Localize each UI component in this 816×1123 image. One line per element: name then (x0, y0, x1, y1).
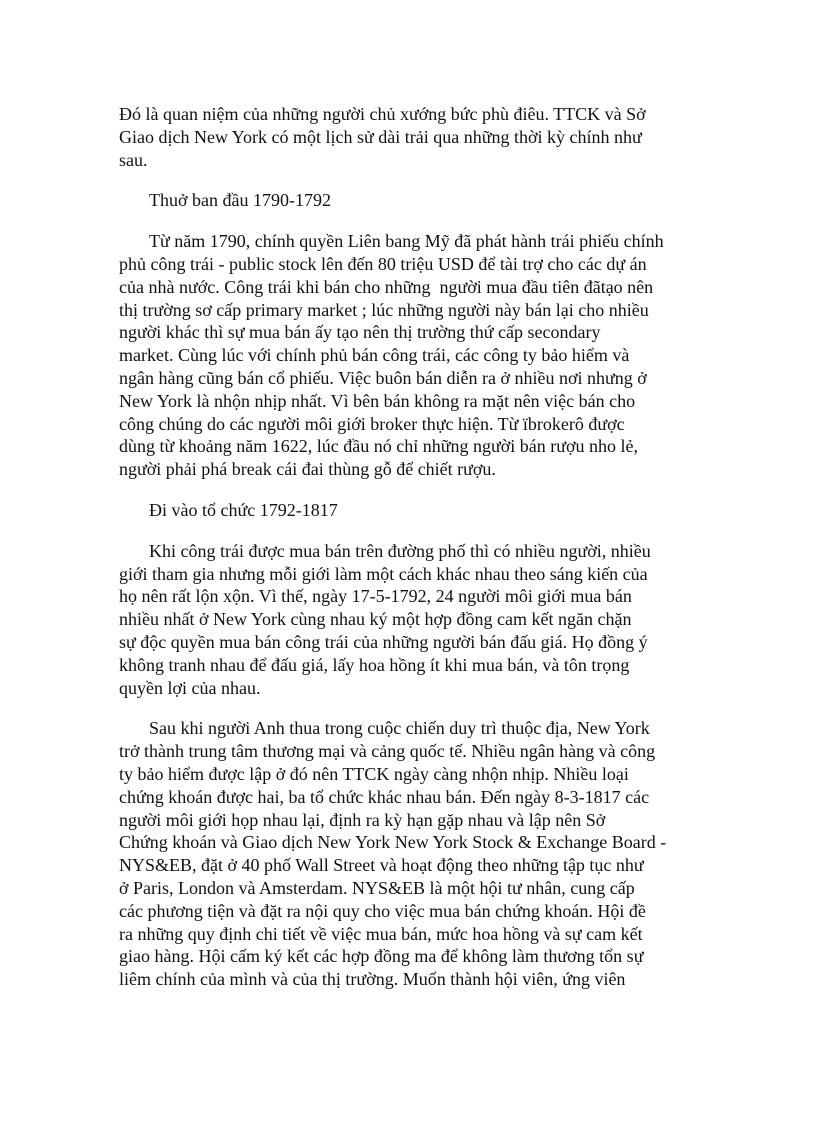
paragraph-2 (119, 540, 699, 700)
section-heading-2 (119, 499, 699, 522)
section-heading-1 (119, 189, 699, 212)
paragraph-3 (119, 717, 699, 991)
text-line: các phương tiện và đặt ra nội quy cho việc mua bán chứng khoán. Hội đề (119, 900, 646, 921)
text-line: của nhà nước. Công trái khi bán cho những người mua đầu tiên đãtạo nên (119, 276, 654, 297)
text-line: Giao dịch New York có một lịch sử dài trải qua những thời kỳ chính như (119, 126, 642, 147)
text-line: ngân hàng cũng bán cổ phiếu. Việc buôn bán diễn ra ở nhiều nơi nhưng ở (119, 367, 647, 388)
text-line: New York là nhộn nhịp nhất. Vì bên bán không ra mặt nên việc bán cho (119, 390, 636, 411)
text-line: ra những quy định chi tiết về việc mua bán, mức hoa hồng và sự cam kết (119, 923, 643, 944)
text-line: sau. (119, 149, 148, 170)
text-line: người phải phá break cái đai thùng gỗ để chiết rượu. (119, 459, 496, 480)
text-line: dùng từ khoảng năm 1622, lúc đầu nó chỉ những người bán rượu nho lẻ, (119, 436, 638, 457)
text-line: sự độc quyền mua bán công trái của những người bán đấu giá. Họ đồng ý (119, 631, 648, 652)
text-line: Khi công trái được mua bán trên đường phố thì có nhiều người, nhiều (149, 540, 651, 561)
text-line: người khác thì sự mua bán ấy tạo nên thị trường thứ cấp secondary (119, 322, 601, 343)
text-line: Sau khi người Anh thua trong cuộc chiến duy trì thuộc địa, New York (149, 718, 650, 739)
heading-text: Thuở ban đầu 1790-1792 (149, 190, 331, 211)
text-line: liêm chính của mình và của thị trường. Muốn thành hội viên, ứng viên (119, 969, 626, 990)
text-line: Chứng khoán và Giao dịch New York New York Stock & Exchange Board - (119, 832, 667, 853)
intro-paragraph (119, 103, 699, 171)
text-line: Từ năm 1790, chính quyền Liên bang Mỹ đã phát hành trái phiếu chính (149, 231, 664, 252)
text-line: công chúng do các người môi giới broker thực hiện. Từ ïbrokerô được (119, 413, 625, 434)
text-line: không tranh nhau để đấu giá, lấy hoa hồng ít khi mua bán, và tôn trọng (119, 654, 630, 675)
text-line: market. Cùng lúc với chính phủ bán công trái, các công ty bảo hiểm và (119, 345, 630, 366)
text-line: thị trường sơ cấp primary market ; lúc những người này bán lại cho nhiều (119, 299, 649, 320)
text-line: họ nên rất lộn xộn. Vì thế, ngày 17-5-1792, 24 người môi giới mua bán (119, 586, 632, 607)
text-line: Đó là quan niệm của những người chủ xướng bức phù điêu. TTCK và Sở (119, 104, 646, 124)
text-line: phủ công trái - public stock lên đến 80 triệu USD để tài trợ cho các dự án (119, 253, 647, 274)
heading-text: Đi vào tổ chức 1792-1817 (149, 499, 338, 520)
text-line: NYS&EB, đặt ở 40 phố Wall Street và hoạt động theo những tập tục như (119, 855, 644, 876)
text-line: giao hàng. Hội cấm ký kết các hợp đồng ma để không làm thương tổn sự (119, 946, 644, 967)
text-line: người môi giới họp nhau lại, định ra kỳ hạn gặp nhau và lập nên Sở (119, 809, 606, 830)
text-line: nhiều nhất ở New York cùng nhau ký một hợp đồng cam kết ngăn chặn (119, 609, 632, 630)
text-line: ty bảo hiểm được lập ở đó nên TTCK ngày càng nhộn nhịp. Nhiều loại (119, 763, 629, 784)
document-body (119, 103, 699, 1009)
text-line: trở thành trung tâm thương mại và cảng quốc tế. Nhiều ngân hàng và công (119, 741, 656, 762)
text-line: ở Paris, London và Amsterdam. NYS&EB là một hội tư nhân, cung cấp (119, 877, 635, 898)
paragraph-1 (119, 230, 699, 481)
text-line: quyền lợi của nhau. (119, 677, 261, 698)
text-line: chứng khoán được hai, ba tổ chức khác nhau bán. Đến ngày 8-3-1817 các (119, 786, 650, 807)
text-line: giới tham gia nhưng mỗi giới làm một cách khác nhau theo sáng kiến của (119, 563, 648, 584)
